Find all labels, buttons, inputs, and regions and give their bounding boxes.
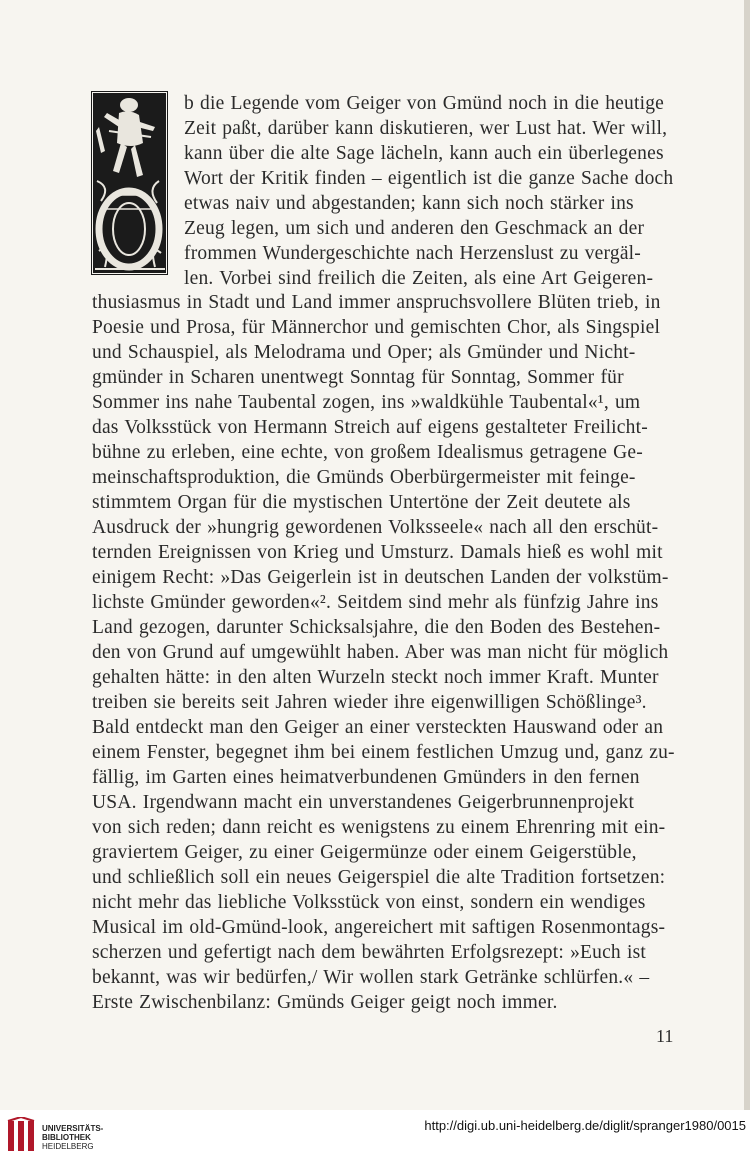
source-url-link[interactable]: http://digi.ub.uni-heidelberg.de/diglit/spranger1980/0015 [424, 1118, 746, 1133]
text-line: und schließlich soll ein neues Geigerspiel die alte Tradition fortsetzen: [92, 867, 666, 888]
text-line: Land gezogen, darunter Schicksalsjahre, die den Boden des Bestehen- [92, 617, 661, 638]
text-line: stimmtem Organ für die mystischen Untertöne der Zeit deutete als [92, 492, 631, 513]
text-line: scherzen und gefertigt nach dem bewährten Erfolgsrezept: »Euch ist [92, 942, 646, 963]
text-line: Sommer ins nahe Taubental zogen, ins »waldkühle Taubental«¹, um [92, 392, 641, 413]
text-line: gehalten hätte: in den alten Wurzeln steckt noch immer Kraft. Munter [92, 667, 659, 688]
text-line: USA. Irgendwann macht ein unverstandenes Geigerbrunnenprojekt [92, 792, 635, 813]
text-line: Musical im old-Gmünd-look, angereichert mit saftigen Rosenmontags- [92, 917, 666, 938]
text-line: den von Grund auf umgewühlt haben. Aber was man nicht für möglich [92, 642, 669, 663]
text-line: len. Vorbei sind freilich die Zeiten, als eine Art Geigeren- [184, 268, 654, 289]
text-line: von sich reden; dann reicht es wenigstens zu einem Ehrenring mit ein- [92, 817, 666, 838]
text-line: einigem Recht: »Das Geigerlein ist in deutschen Landen der volkstüm- [92, 567, 669, 588]
text-line: etwas naiv und abgestanden; kann sich noch stärker ins [184, 193, 634, 214]
text-line: Wort der Kritik finden – eigentlich ist die ganze Sache doch [184, 168, 674, 189]
text-line: treiben sie bereits seit Jahren wieder ihre eigenwilligen Schößlinge³. [92, 692, 647, 713]
institution-line: BIBLIOTHEK [42, 1133, 91, 1142]
text-line: und Schauspiel, als Melodrama und Oper; als Gmünder und Nicht- [92, 342, 636, 363]
text-line: einem Fenster, begegnet ihm bei einem festlichen Umzug und, ganz zu- [92, 742, 675, 763]
text-line: Poesie und Prosa, für Männerchor und gemischten Chor, als Singspiel [92, 317, 661, 338]
text-line: Zeug legen, um sich und anderen den Geschmack an der [184, 218, 645, 239]
text-line: lichste Gmünder geworden«². Seitdem sind mehr als fünfzig Jahre ins [92, 592, 659, 613]
text-line: Zeit paßt, darüber kann diskutieren, wer Lust hat. Wer will, [184, 118, 668, 139]
text-line: ternden Ereignissen von Krieg und Umsturz. Damals hieß es wohl mit [92, 542, 663, 563]
text-line: b die Legende vom Geiger von Gmünd noch in die heutige [184, 93, 665, 114]
text-line: meinschaftsproduktion, die Gmünds Oberbürgermeister mit feinge- [92, 467, 636, 488]
text-line: Ausdruck der »hungrig gewordenen Volksseele« nach all den erschüt- [92, 517, 659, 538]
text-line: kann über die alte Sage lächeln, kann auch ein überlegenes [184, 143, 664, 164]
page-number: 11 [656, 1026, 674, 1046]
text-line: fällig, im Garten eines heimatverbundenen Gmünders in den fernen [92, 767, 640, 788]
text-line: nicht mehr das liebliche Volksstück von einst, sondern ein wendiges [92, 892, 646, 913]
text-line: Erste Zwischenbilanz: Gmünds Geiger geigt noch immer. [92, 992, 558, 1013]
institution-line: UNIVERSITÄTS- [42, 1124, 104, 1133]
text-line: frommen Wundergeschichte nach Herzenslust zu vergäl- [184, 243, 641, 264]
text-line: bekannt, was wir bedürfen,/ Wir wollen stark Getränke schlürfen.« – [92, 967, 650, 988]
text-line: thusiasmus in Stadt und Land immer anspruchsvollere Blüten trieb, in [92, 292, 661, 313]
library-seal-icon [6, 1117, 38, 1155]
institution-name [42, 1124, 103, 1151]
text-line: Bald entdeckt man den Geiger an einer versteckten Hauswand oder an [92, 717, 664, 738]
text-line: graviertem Geiger, zu einer Geigermünze oder einem Geigerstüble, [92, 842, 637, 863]
text-line: bühne zu erleben, eine echte, von großem Idealismus getragene Ge- [92, 442, 643, 463]
text-line: gmünder in Scharen unentwegt Sonntag für Sonntag, Sommer für [92, 367, 624, 388]
institution-line: HEIDELBERG [42, 1142, 94, 1151]
text-line: das Volksstück von Hermann Streich auf eigens gestalteter Freilicht- [92, 417, 648, 438]
